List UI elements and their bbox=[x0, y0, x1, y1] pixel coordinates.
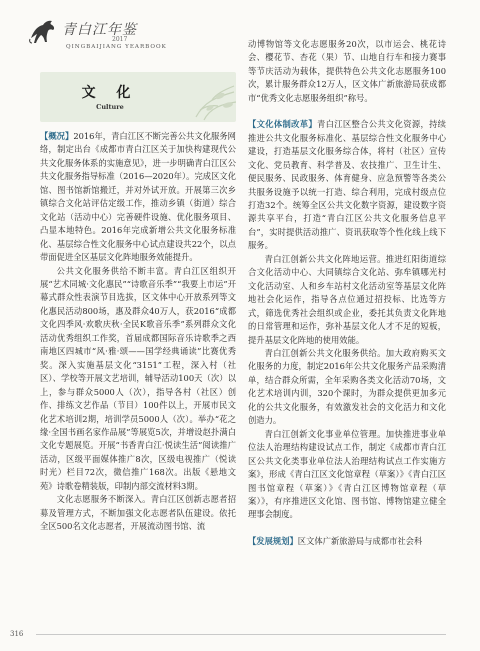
section-title: 文 化 bbox=[81, 85, 139, 101]
paragraph-text: 区文体广新旅游局与成都市社会科 bbox=[297, 535, 423, 546]
yearbook-year: 2017 bbox=[112, 36, 128, 43]
paragraph-text: 青白江创新文化事业单位管理。加快推进事业单位法人治理结构建设试点工作，制定《成都市青白江区公共文化类事业单位法人治理结构试点工作实施方案》，形成《青白江区文化馆章程（草案）》《青白江区图书馆章程（草案）》《青白江区博物馆章程（草案）》，有序推进区文化馆、图书馆、博物馆建立健全理事会制度。 bbox=[248, 428, 446, 520]
paragraph-text: 青白江创新公共文化服务供给。加大政府购买文化服务的力度，制定2016年公共文化服务产品采购清单，结合群众所需，全年采购各类文化活动70场，文化艺术培训内训，320个课时，为群众提供更加多元化的公共文化服务，有效激发社会的文化活力和文化创造力。 bbox=[248, 347, 446, 426]
horse-logo-icon bbox=[28, 16, 58, 46]
decorative-ornament-icon bbox=[176, 72, 236, 122]
section-title-block bbox=[40, 72, 236, 122]
section-tag-reform: 【文化体制改革】 bbox=[248, 119, 317, 130]
paragraph-text: 2016年，青白江区不断完善公共文化服务网络，制定出台《成都市青白江区关于加快构建现代公共文化服务体系的实施意见》，进一步明确青白江区公共文化服务指导标准（2016—2020年）。完成区文化馆、图书馆新馆搬迁，并对外试开放。开展第三次乡镇综合文化站评估定级工作，推动乡镇（街道）综合文化站（活动中心）完善硬件设施、优化服务项目、凸显本地特色。2016年完成新增公共文化服务标准化、基层综合性文化服务中心试点建设共22个，以点带面促进全区基层文化阵地服务效能提升。 bbox=[40, 131, 236, 263]
footer-divider bbox=[36, 634, 446, 635]
paragraph-text: 公共文化服务供给不断丰富。青白江区组织开展“艺术同城·文化惠民”“诗歌音乐季”“我要上市运”开幕式群众性表演节目选拔，区文体中心开放系列等文化惠民活动800场，惠及群众40万人，获2016“成都文化四季风·欢歌庆秋·全民K歌音乐季”系列群众文化活动优秀组织工作奖，首届成都国际音乐诗歌季之西南地区四城市“风·雅·颂——国学经典诵读”比赛优秀奖。深入实施基层文化“3151”工程，深入村（社区）、学校等开展文艺培训，辅导活动100天（次）以上，参与群众5000人（次），指导各村（社区）创作、排练文艺作品（节目）100件以上，开展市民文化艺术培训2期，培训学员5000人（次）。举办“花之缘·全国书画名家作品展”等展览5次，并增设赵扑满白文化专题展览。开展“书香青白江·悦读生活”阅读推广活动，区级平面媒体推广8次，区级电视推广（悦读时光）栏目72次，微信推广168次。出版《悬地文苑》诗歌卷精装版，印制内部交流材料3期。 bbox=[40, 265, 236, 491]
yearbook-title: 青白江年鉴 bbox=[62, 22, 137, 38]
section-title-english: Culture bbox=[96, 103, 124, 111]
paragraph-reform bbox=[248, 118, 446, 253]
paragraph-text: 动博物馆等文化志愿服务20次，以市运会、桃花诗会、樱花节、杏花（果）节、山地自行车和接力赛事等节庆活动为载体，提供特色公共文化志愿服务100次，累计服务群众12万人，区文体广新旅游局获成都市“优秀文化志愿服务组织”称号。 bbox=[248, 39, 446, 103]
paragraph-text: 青白江区整合公共文化资源，持续推进公共文化服务标准化、基层综合性文化服务中心建设，打造基层文化服务综合体，将村（社区）宣传文化、党员教育、科学普及、农技推广、卫生计生、便民服务、民政服务、体育健身、应急预警等各类公共服务设施予以统一打造、综合利用，完成村级点位打造32个。统筹全区公共文化数字资源，建设数字资源共享平台，打造“青白江区公共文化服务信息平台”，实时提供活动推广、资讯获取等个性化线上线下服务。 bbox=[248, 119, 446, 251]
page-number: 316 bbox=[10, 630, 24, 638]
paragraph-planning bbox=[248, 535, 446, 548]
section-tag-planning: 【发展规划】 bbox=[248, 535, 298, 546]
paragraph-text: 青白江创新公共文化阵地运营。推进红阳街道综合文化活动中心、大同镇综合文化站、弥牟镇哪光村文化活动室、人和乡车站村文化活动室等基层文化阵地社会化运作，指导各点位通过招投标、比选等方式，筛选优秀社会组织或企业，委托其负责文化阵地的日常管理和运作，弥补基层文化人才不足的短板，提升基层文化阵地的使用效能。 bbox=[248, 253, 446, 345]
yearbook-header bbox=[28, 14, 228, 56]
right-text-column bbox=[248, 38, 446, 548]
paragraph-text: 文化志愿服务不断深入。青白江区创新志愿者招募及管理方式，不断加强文化志愿者队伍建设。依托全区500名文化志愿者，开展流动图书馆、流 bbox=[40, 494, 236, 532]
left-text-column bbox=[40, 130, 236, 534]
yearbook-subtitle: QINGBAIJIANG YEARBOOK bbox=[66, 44, 167, 50]
section-tag-overview: 【概况】 bbox=[40, 131, 74, 141]
paragraph-overview bbox=[40, 130, 236, 265]
